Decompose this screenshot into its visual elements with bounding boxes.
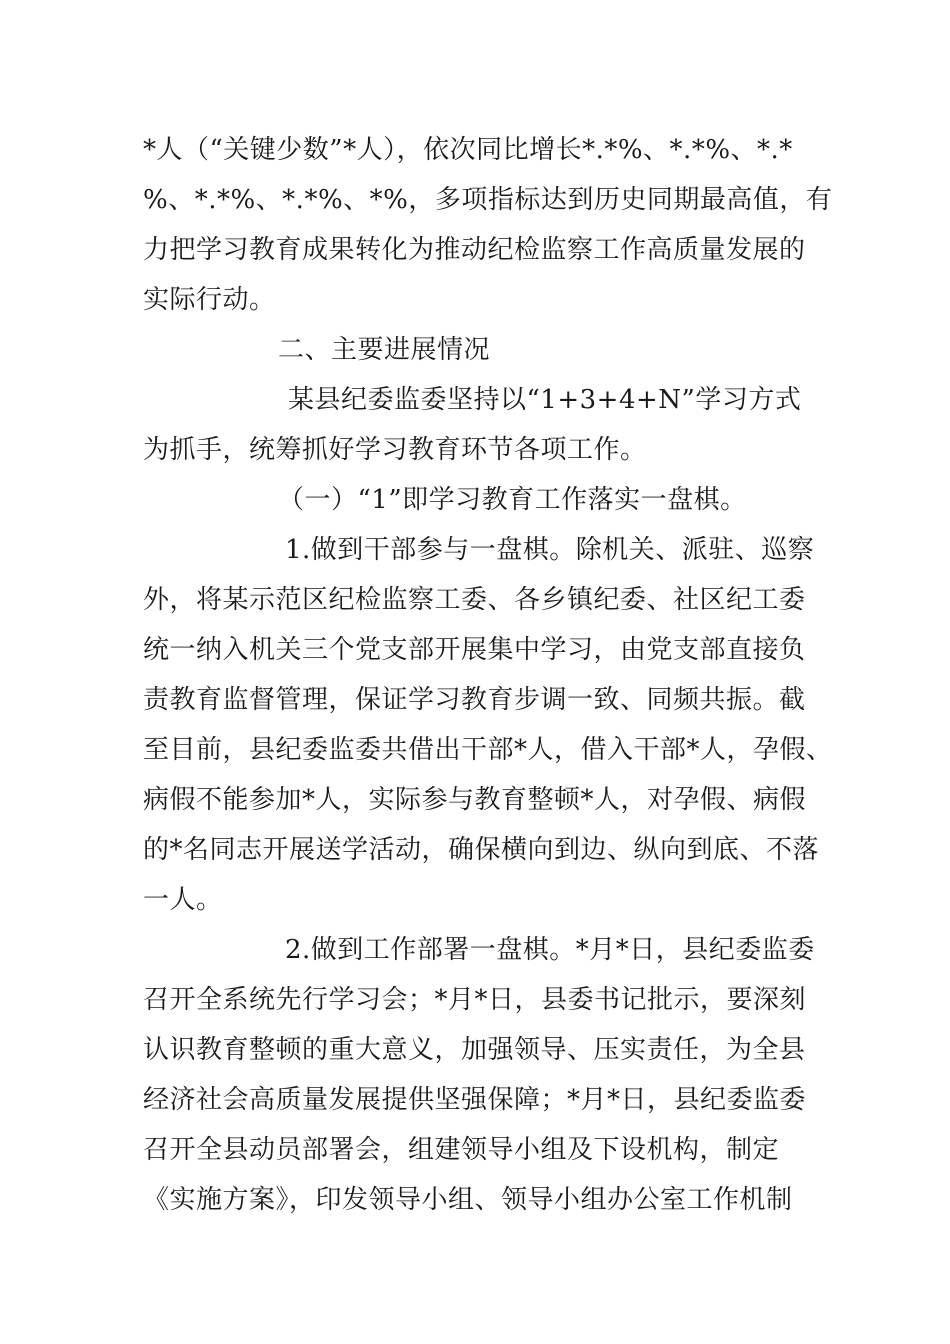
- text-line-12: 责教育监督管理，保证学习教育步调一致、同频共振。截: [143, 685, 806, 715]
- text-line-14: 病假不能参加*人，实际参与教育整顿*人，对孕假、病假: [143, 785, 807, 815]
- text-line-10: 外，将某示范区纪检监察工委、各乡镇纪委、社区纪工委: [143, 585, 806, 615]
- text-line-3: 力把学习教育成果转化为推动纪检监察工作高质量发展的: [143, 235, 806, 265]
- text-line-1: *人（“关键少数”*人），依次同比增长*.*%、*.*%、*.*: [143, 135, 793, 165]
- text-line-15: 的*名同志开展送学活动，确保横向到边、纵向到底、不落: [143, 835, 820, 865]
- subsection-heading: （一）“1”即学习教育工作落实一盘棋。: [278, 485, 747, 515]
- text-line-18: 召开全系统先行学习会；*月*日，县委书记批示，要深刻: [143, 985, 807, 1015]
- text-line-20: 经济社会高质量发展提供坚强保障；*月*日，县纪委监委: [143, 1085, 807, 1115]
- text-line-16: 一人。: [143, 885, 223, 915]
- text-line-17: 2.做到工作部署一盘棋。*月*日，县纪委监委: [285, 935, 815, 965]
- section-heading: 二、主要进展情况: [278, 335, 491, 365]
- text-line-9: 1.做到干部参与一盘棋。除机关、派驻、巡察: [285, 535, 815, 565]
- text-line-4: 实际行动。: [143, 285, 276, 315]
- text-line-22: 《实施方案》，印发领导小组、领导小组办公室工作机制: [143, 1185, 793, 1215]
- text-line-19: 认识教育整顿的重大意义，加强领导、压实责任，为全县: [143, 1035, 806, 1065]
- text-line-7: 为抓手，统筹抓好学习教育环节各项工作。: [143, 435, 647, 465]
- text-line-2: %、*.*%、*.*%、*%，多项指标达到历史同期最高值，有: [143, 185, 833, 215]
- text-line-11: 统一纳入机关三个党支部开展集中学习，由党支部直接负: [143, 635, 806, 665]
- text-line-13: 至目前，县纪委监委共借出干部*人，借入干部*人，孕假、: [143, 735, 833, 765]
- text-line-21: 召开全县动员部署会，组建领导小组及下设机构，制定: [143, 1135, 780, 1165]
- text-line-6: 某县纪委监委坚持以“1+3+4+N”学习方式: [288, 385, 802, 415]
